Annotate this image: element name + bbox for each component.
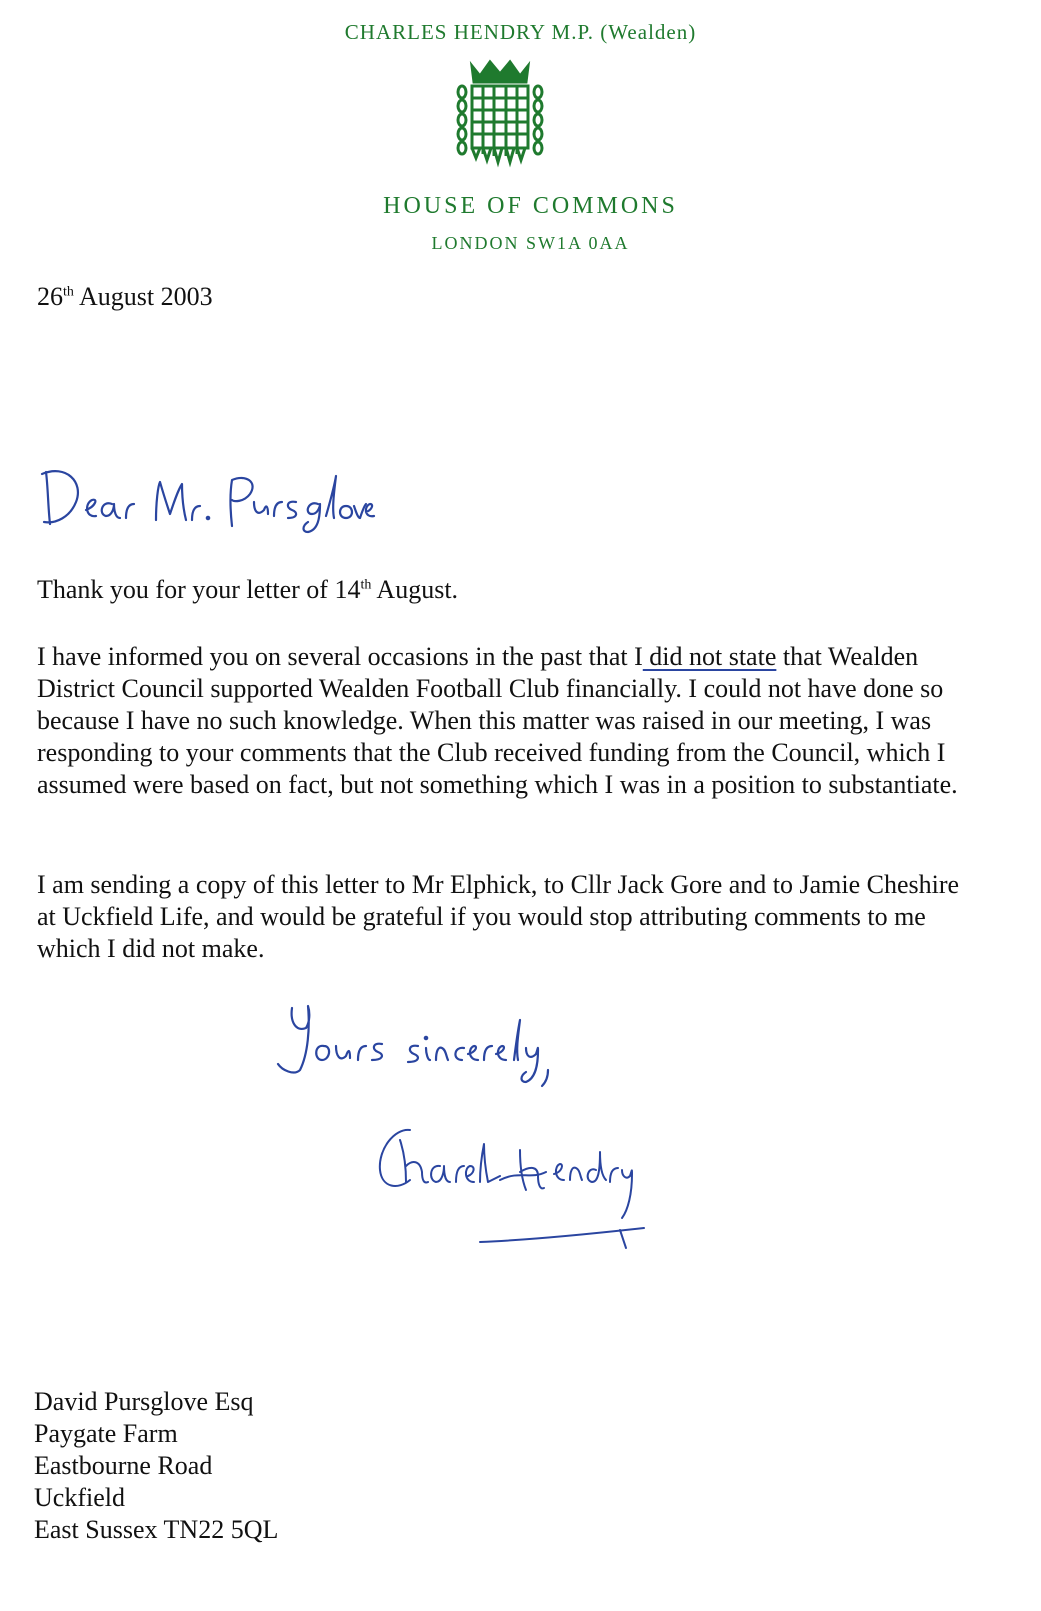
paragraph-thanks bbox=[37, 574, 977, 606]
closing-handwriting bbox=[270, 998, 560, 1098]
paragraph-copy: I am sending a copy of this letter to Mr Elphick, to Cllr Jack Gore and to Jamie Cheshire at Uckfield Life, and would be grateful if you would stop attributing comments to me which I did not make. bbox=[37, 870, 960, 963]
portcullis-icon bbox=[454, 58, 546, 168]
recipient-address bbox=[34, 1386, 278, 1546]
p1-sup: th bbox=[360, 577, 372, 593]
p1-text: Thank you for your letter of 14 bbox=[37, 575, 361, 604]
p2-end: that Wealden District Council supported Wealden Football Club financially. I could not have done so because I have no such knowledge. When this matter was raised in our meeting, I was responding to your comments that the Club received funding from the Council, which I assumed were based on fact, but not something which I was in a position to substantiate. bbox=[37, 642, 958, 799]
address-city: LONDON SW1A 0AA bbox=[431, 233, 630, 253]
p1-end: August. bbox=[371, 575, 459, 604]
date-suffix: th bbox=[63, 284, 74, 300]
address-line: Uckfield bbox=[34, 1483, 125, 1512]
address-line: Eastbourne Road bbox=[34, 1451, 213, 1480]
letter-date bbox=[37, 282, 213, 312]
house-of-commons: HOUSE OF COMMONS bbox=[383, 193, 678, 219]
address-line: Paygate Farm bbox=[34, 1419, 178, 1448]
salutation-handwriting bbox=[36, 462, 366, 540]
address-line: East Sussex TN22 5QL bbox=[34, 1515, 279, 1544]
signature-handwriting bbox=[370, 1110, 660, 1260]
mp-name: CHARLES HENDRY M.P. (Wealden) bbox=[344, 20, 697, 44]
p2-underlined: did not state bbox=[642, 642, 777, 671]
signature bbox=[370, 1110, 660, 1260]
date-rest: August 2003 bbox=[73, 282, 213, 311]
p2-start: I have informed you on several occasions in the past that I bbox=[37, 642, 643, 671]
closing bbox=[270, 998, 560, 1098]
date-day: 26 bbox=[37, 282, 63, 311]
paragraph-statement bbox=[37, 641, 977, 801]
salutation bbox=[36, 462, 366, 540]
address-line: David Pursglove Esq bbox=[34, 1387, 254, 1416]
